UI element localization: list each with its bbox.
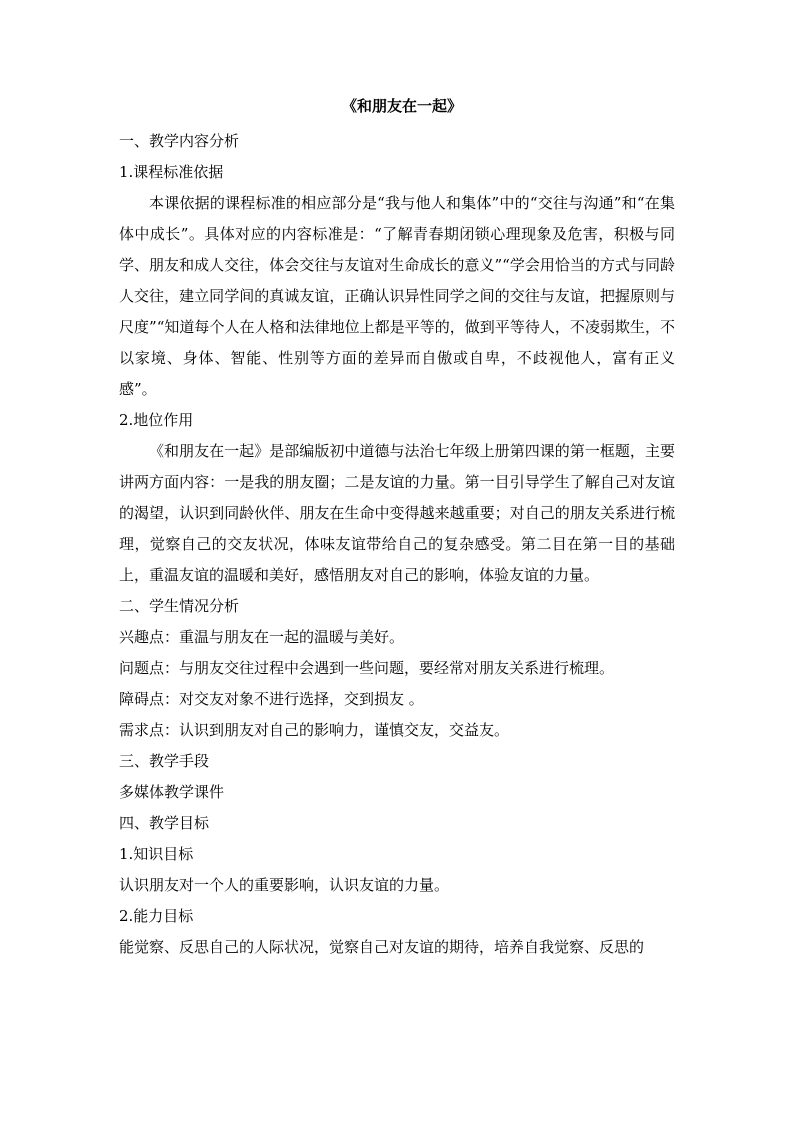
document-page <box>119 96 675 963</box>
section-heading: 二、学生情况分析 <box>119 597 240 615</box>
subsection-heading: 1.课程标准依据 <box>119 163 224 181</box>
text-line: 问题点：与朋友交往过程中会遇到一些问题，要经常对朋友关系进行梳理。 <box>119 659 615 677</box>
text-line: 能觉察、反思自己的人际状况，觉察自己对友谊的期待，培养自我觉察、反思的 <box>119 938 645 956</box>
text-line: 障碍点：对交友对象不进行选择，交到损友 。 <box>119 690 424 708</box>
text-line: 兴趣点：重温与朋友在一起的温暖与美好。 <box>119 628 405 646</box>
text-line: 多媒体教学课件 <box>119 783 225 801</box>
text-line: 认识朋友对一个人的重要影响，认识友谊的力量。 <box>119 876 450 894</box>
subsection-heading: 2.地位作用 <box>119 411 194 429</box>
paragraph: 本课依据的课程标准的相应部分是“我与他人和集体”中的“交往与沟通”和“在集体中成长”。具体对应的内容标准是：“了解青春期闭锁心理现象及危害，积极与同学、朋友和成人交往，体会交往与友谊对生命成长的意义”“学会用恰当的方式与同龄人交往，建立同学间的真诚友谊，正确认识异性同学之间的交往与友谊，把握原则与尺度”“知道每个人在人格和法律地位上都是平等的，做到平等待人，不凌弱欺生，不以家境、身体、智能、性别等方面的差异而自傲或自卑，不歧视他人，富有正义感”。 <box>119 194 675 398</box>
subsection-heading: 2.能力目标 <box>119 907 194 925</box>
section-heading: 三、教学手段 <box>119 752 210 770</box>
section-heading: 四、教学目标 <box>119 814 210 832</box>
document-title: 《和朋友在一起》 <box>341 97 462 115</box>
paragraph: 《和朋友在一起》是部编版初中道德与法治七年级上册第四课的第一框题，主要讲两方面内容：一是我的朋友圈；二是友谊的力量。第一目引导学生了解自己对友谊的渴望，认识到同龄伙伴、朋友在生命中变得越来越重要；对自己的朋友关系进行梳理，觉察自己的交友状况，体味友谊带给自己的复杂感受。第二目在第一目的基础上，重温友谊的温暖和美好，感悟朋友对自己的影响，体验友谊的力量。 <box>119 442 675 584</box>
section-heading: 一、教学内容分析 <box>119 132 240 150</box>
subsection-heading: 1.知识目标 <box>119 845 194 863</box>
text-line: 需求点：认识到朋友对自己的影响力，谨慎交友，交益友。 <box>119 721 510 739</box>
